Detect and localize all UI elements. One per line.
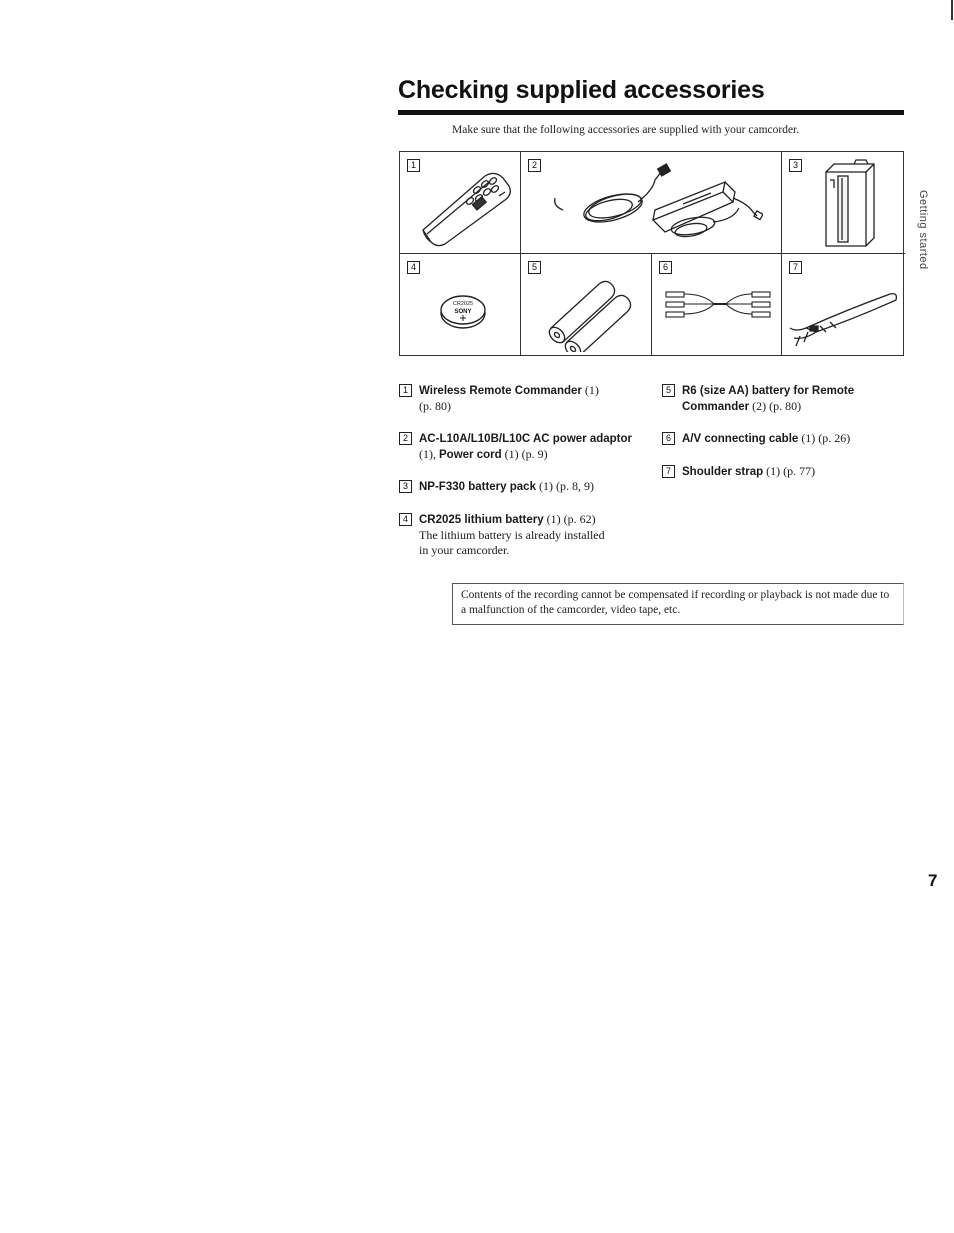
cell-number: 2 [528, 159, 541, 172]
lithium-battery-icon [438, 292, 488, 332]
item-number: 5 [662, 384, 675, 397]
page-number: 7 [928, 871, 938, 890]
item-number: 1 [399, 384, 412, 397]
grid-cell-5 [521, 254, 652, 355]
cell-number: 3 [789, 159, 802, 172]
item-detail: (1) (p. 62) [543, 512, 596, 526]
scan-edge-mark [951, 0, 953, 20]
coin-label: CR2025 [452, 301, 474, 307]
coin-brand: SONY [454, 309, 472, 315]
accessories-grid [399, 151, 904, 356]
item-name: Wireless Remote Commander [419, 385, 582, 397]
item-page-ref: (1) (p. 9) [501, 447, 548, 461]
cell-number: 6 [659, 261, 672, 274]
item-name: CR2025 lithium battery [419, 514, 544, 526]
item-page-ref: (2) (p. 80) [749, 399, 802, 413]
intro-text: Make sure that the following accessories are supplied with your camcorder. [452, 124, 800, 136]
item-subname: Power cord [439, 449, 502, 461]
grid-cell-3 [782, 152, 905, 254]
item-name: AC-L10A/L10B/L10C AC power adaptor [419, 433, 632, 445]
remote-commander-icon [415, 168, 515, 248]
grid-cell-7 [782, 254, 905, 355]
section-side-tab: Getting started [917, 190, 929, 270]
title-rule [398, 110, 904, 115]
item-qty: (1), [419, 447, 439, 461]
grid-cell-2 [521, 152, 782, 254]
item-name: A/V connecting cable [682, 433, 799, 445]
note-text: Contents of the recording cannot be compensated if recording or playback is not made due to a malfunction of the camcorder, video tape, etc. [461, 589, 890, 616]
item-number: 2 [399, 432, 412, 445]
item-detail: (1) (p. 26) [798, 431, 851, 445]
item-note-line: The lithium battery is already installed [419, 528, 605, 542]
ac-adaptor-icon [543, 160, 763, 250]
item-name: NP-F330 battery pack [419, 481, 536, 493]
item-number: 3 [399, 480, 412, 493]
grid-cell-4 [400, 254, 521, 355]
av-cable-icon [664, 282, 774, 332]
item-note-line: in your camcorder. [419, 543, 510, 557]
item-name: R6 (size AA) battery for Remote [682, 385, 855, 397]
note-box [452, 583, 904, 625]
item-detail: (1) (p. 77) [763, 464, 816, 478]
cell-number: 5 [528, 261, 541, 274]
item-page-ref: (p. 80) [419, 399, 451, 413]
aa-batteries-icon [541, 272, 641, 352]
item-detail: (1) [581, 383, 599, 397]
grid-cell-1 [400, 152, 521, 254]
cell-number: 4 [407, 261, 420, 274]
page-title: Checking supplied accessories [398, 76, 765, 104]
item-number: 7 [662, 465, 675, 478]
item-name: Shoulder strap [682, 466, 764, 478]
grid-cell-6 [652, 254, 782, 355]
item-number: 6 [662, 432, 675, 445]
item-detail: (1) (p. 8, 9) [535, 479, 594, 493]
item-subname: Commander [682, 401, 750, 413]
item-number: 4 [399, 513, 412, 526]
battery-pack-icon [818, 158, 882, 248]
shoulder-strap-icon [786, 288, 902, 348]
cell-number: 1 [407, 159, 420, 172]
cell-number: 7 [789, 261, 802, 274]
